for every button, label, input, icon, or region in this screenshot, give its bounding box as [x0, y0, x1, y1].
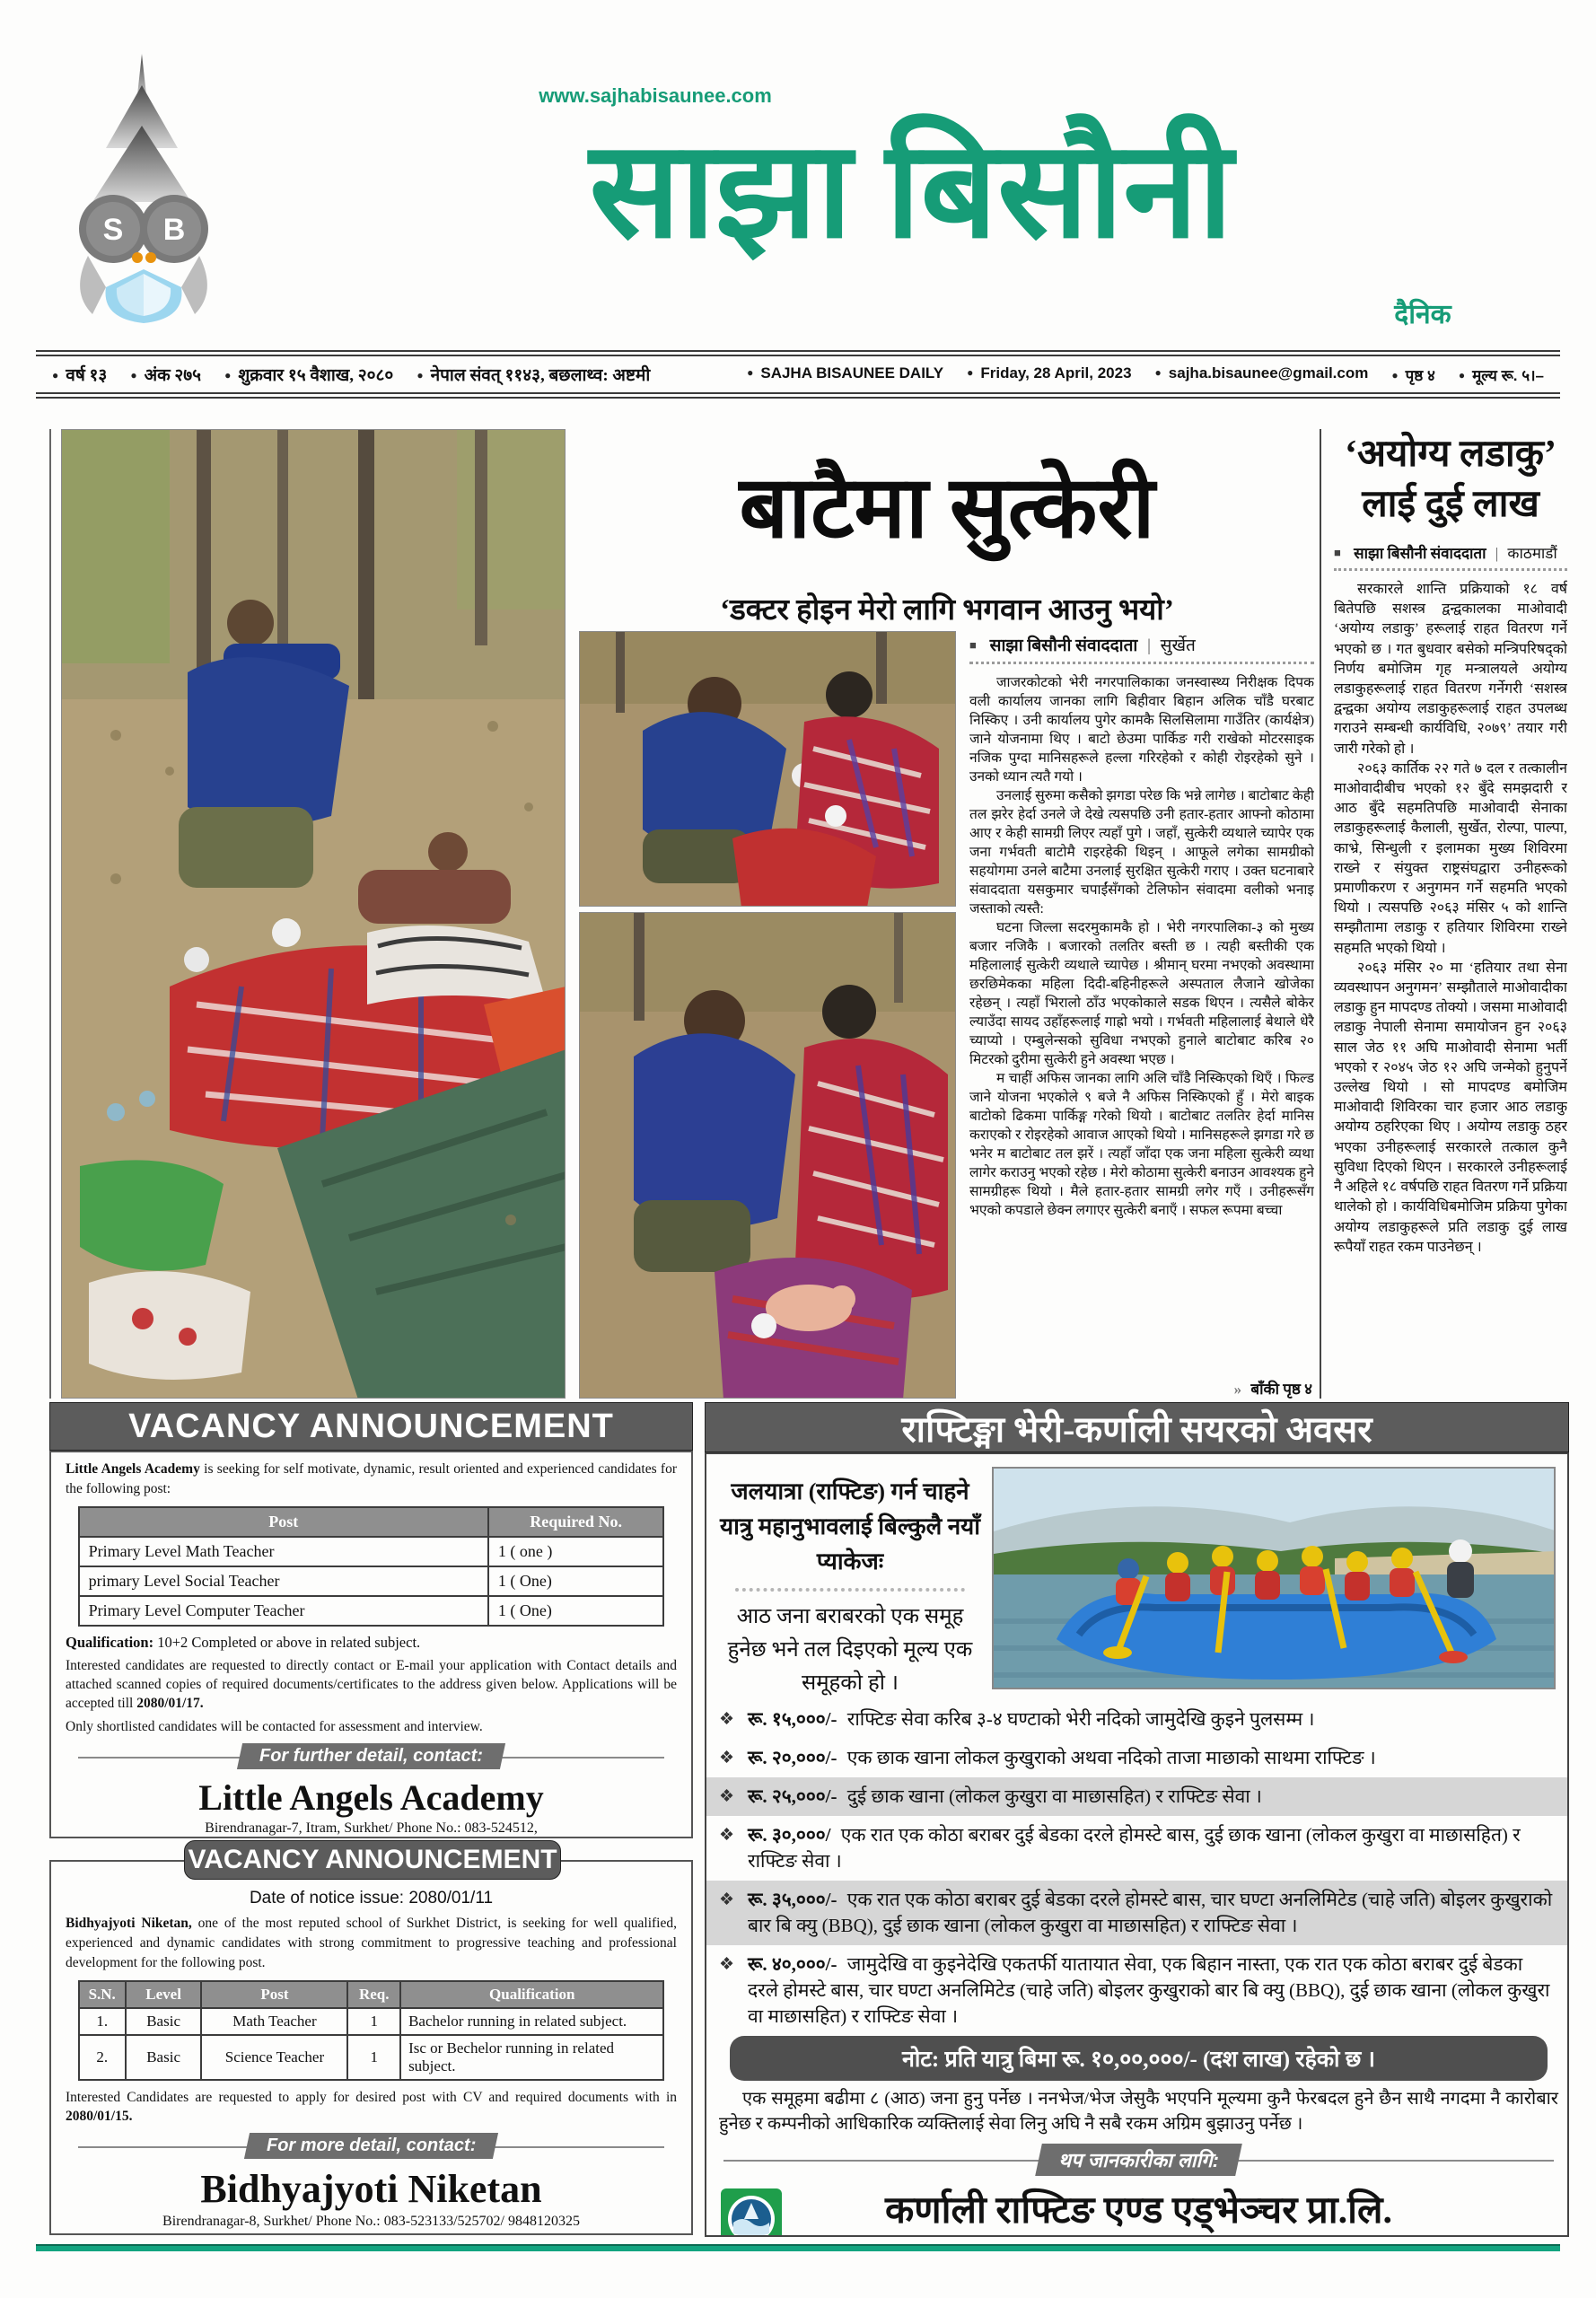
lead-story-body	[969, 633, 1314, 1399]
lead-headline: बाटैमा सुत्केरी	[739, 460, 1155, 556]
vacancy1-table	[78, 1506, 665, 1627]
rafting-price-list	[706, 1700, 1569, 2036]
photo-newborn-bottom	[579, 912, 956, 1399]
col-req: Req.	[347, 1981, 400, 2008]
price-description: जामुदेखि वा कुइनेदेखि एकतर्फी यातायात सेवा, एक बिहान नास्ता, एक रात एक कोठा बराबर दुई बेडका दरले होमस्टे बास, चार घण्टा अनलिमिटेड (चाहे जति) बोइलर कुखुराको बार बि क्यु (BBQ), दुई छाक खाना (लोकल कुखुरा वा माछासहित) र राफ्टिङ सेवा ।	[748, 1953, 1550, 2027]
cell-required: 1 ( One)	[488, 1596, 664, 1626]
bullet-dot-icon: ●	[224, 369, 232, 382]
byline-location: काठमाडौं	[1507, 545, 1557, 562]
photo-roadside-delivery-wide	[61, 429, 566, 1399]
price-description: एक रात एक कोठा बराबर दुई बेडका दरले होमस्टे बास, चार घण्टा अनलिमिटेड (चाहे जति) बोइलर कुखुराको बार बि क्यु (BBQ), दुई छाक खाना (लोकल कुखुरा वा माछासहित) र राफ्टिङ सेवा ।	[748, 1889, 1553, 1936]
wavy-divider	[735, 1588, 966, 1592]
vacancy2-org-name: Bidhyajyoti Niketan	[200, 2167, 542, 2211]
rafting-intro-heading: जलयात्रा (राफ्टिङ) गर्न चाहने यात्रु महानुभावलाई बिल्कुलै नयाँ प्याकेजः	[720, 1478, 980, 1574]
apply-note-text: Interested Candidates are requested to apply for desired post with CV and required documents with in	[66, 2090, 677, 2105]
dateline-item: ● वर्ष १३	[52, 366, 108, 385]
vacancy2-org-inline: Bidhyajyoti Niketan,	[66, 1916, 192, 1931]
col-level: Level	[126, 1981, 202, 2008]
cell-required: 1 ( one )	[488, 1537, 664, 1566]
vacancy1-shortlist-note: Only shortlisted candidates will be contacted for assessment and interview.	[66, 1719, 483, 1734]
table-row	[79, 1537, 664, 1566]
newspaper-daily-tag: दैनिक	[1394, 300, 1451, 329]
vacancy1-org-inline: Little Angels Academy	[66, 1461, 200, 1477]
bullet-dot-icon: ●	[1391, 368, 1399, 382]
cell-qualification: Bachelor running in related subject.	[400, 2008, 663, 2035]
price-amount: रू. २५,०००/-	[748, 1785, 837, 1807]
vacancy1-intro	[66, 1460, 677, 1499]
newborn-scene-photo	[580, 913, 956, 1399]
svg-text:B: B	[162, 213, 186, 247]
vacancy1-title-bar: VACANCY ANNOUNCEMENT	[49, 1402, 693, 1451]
rafting-photo	[994, 1469, 1556, 1689]
newspaper-title: साझा बिसौनी	[589, 117, 1233, 266]
side-paragraph: २०६३ कार्तिक २२ गते ७ दल र तत्कालीन माओवादीबीच भएको १२ बुँदे समझदारी र आठ बुँदे सहमतिपछि माओवादी सेनाका लडाकुहरूलाई कैलाली, सुर्खेत, रोल्पा, पाल्पा, काभ्रे, सिन्धुली र इलामका मुख्य शिविरमा राख्ने र संयुक्त राष्ट्रसंघद्वारा उनीहरूको प्रमाणीकरण र अनुगमन गर्ने सहमति भएको थियो । त्यसपछि २०६३ मंसिर ५ को शान्ति सम्झौतामा लडाकु र हतियार शिविरमा राख्ने सहमति भएको थियो ।	[1334, 760, 1567, 956]
rafting-footer	[706, 2183, 1569, 2237]
photo-delivery-assist-top	[579, 631, 956, 907]
vacancy1-address-line1: Birendranagar-7, Itram, Surkhet/ Phone No.: 083-524512,	[205, 1820, 538, 1836]
vacancy1-contact-ribbon	[66, 1743, 677, 1769]
cell-req: 1	[347, 2035, 400, 2080]
price-amount: रू. ४०,०००/-	[748, 1953, 837, 1975]
lead-paragraphs	[969, 673, 1314, 1220]
vacancy2-box	[49, 1860, 693, 2235]
table-row	[79, 1596, 664, 1626]
table-row	[79, 2008, 664, 2035]
assist-scene-photo	[580, 632, 956, 907]
byline-name: साझा बिसौनी संवाददाता	[1354, 545, 1486, 562]
vacancy1-intro-rest: is seeking for self motivate, dynamic, result oriented and experienced candidates for the following post:	[66, 1461, 678, 1496]
side-paragraph: सरकारले शान्ति प्रक्रियाको १८ वर्ष बितेपछि सशस्त्र द्वन्द्वकालका माओवादी ‘अयोग्य लडाकु’ हरूलाई राहत वितरण गर्ने भएको छ । गत बुधवार बसेको मन्त्रिपरिषद्को निर्णय बमोजिम गृह मन्त्रालयले अयोग्य लडाकुहरूलाई राहत वितरण गर्नेगरी ‘सशस्त्र द्वन्द्वका अयोग्य लडाकुहरूलाई राहत उपलब्ध गराउने सम्बन्धी कार्यविधि, २०७९’ तयार गरी जारी गरेको हो ।	[1334, 582, 1567, 757]
side-headline-line1: ‘अयोग्य लडाकु’	[1344, 434, 1557, 475]
side-story	[1334, 429, 1567, 1400]
ribbon-label: For further detail, contact:	[237, 1743, 505, 1769]
price-amount: रू. १५,०००/-	[748, 1708, 837, 1730]
forest-scene-photo	[62, 430, 566, 1399]
dateline-bar	[36, 350, 1560, 399]
table-row	[79, 1566, 664, 1596]
diamond-bullet-icon: ❖	[719, 1710, 735, 1729]
dateline-item: ● शुक्रवार १५ वैशाख, २०८०	[224, 366, 394, 385]
byline-separator: |	[1147, 636, 1151, 655]
dateline-item: ● मूल्य रू. ५।–	[1458, 366, 1544, 384]
company-name: कर्णाली राफ्टिङ एण्ड एड्भेञ्चर प्रा.लि.	[884, 2190, 1393, 2232]
bullet-dot-icon: ●	[1154, 365, 1162, 379]
diamond-bullet-icon: ❖	[719, 1826, 735, 1845]
website-url: www.sajhabisaunee.com	[539, 84, 772, 107]
vacancy2-contact-ribbon	[66, 2133, 677, 2159]
cell-post: Science Teacher	[201, 2035, 347, 2080]
photo-rafting-group	[992, 1467, 1556, 1689]
price-description: राफ्टिङ सेवा करिब ३-४ घण्टाको भेरी नदिको जामुदेखि कुइने पुलसम्म ।	[846, 1708, 1315, 1730]
cell-qualification: Isc or Bechelor running in related subject.	[400, 2035, 663, 2080]
cell-sn: 2.	[79, 2035, 126, 2080]
side-headline-line2: लाई दुई लाख	[1362, 484, 1539, 525]
apply-note-text: Interested candidates are requested to directly contact or E-mail your application with Contact details and attached scanned copies of required documents/certificates to the address given below. Applications will be accepted till	[66, 1658, 677, 1711]
cell-post: primary Level Social Teacher	[79, 1566, 488, 1596]
price-row	[706, 1777, 1569, 1816]
diamond-bullet-icon: ❖	[719, 1787, 735, 1806]
vacancy2-table	[78, 1980, 665, 2081]
rafting-ad-box	[705, 1452, 1569, 2237]
diamond-bullet-icon: ❖	[719, 1955, 735, 1974]
rafting-terms: एक समूहमा बढीमा ८ (आठ) जना हुनु पर्नेछ । ननभेज/भेज जेसुकै भएपनि मूल्यमा कुनै फेरबदल हुने छैन साथै नगदमा नै कारोबार हुनेछ र कम्पनीको आधिकारिक व्यक्तिलाई सेवा लिनु अघि नै सबै रकम अग्रिम बुझाउनु पर्नेछ ।	[719, 2089, 1558, 2134]
bullet-dot-icon: ●	[967, 365, 974, 379]
rafting-intro-block	[719, 1474, 981, 1700]
lead-paragraph: जाजरकोटको भेरी नगरपालिकाका जनस्वास्थ्य निरीक्षक दिपक वली कार्यालय जानका लागि बिहीवार बिहान अलिक चाँडै घरबाट निस्किए । उनी कार्यालय पुगेर कामकै सिलसिलामा गाउँतिर (कार्यक्षेत्र) जाने योजनामा थिए । बाटो छेउमा पार्किङ गरी राखेको मोटरसाइक नजिक पुग्दा मानिसहरूले हल्ला गरिरहेको र कोही रोइरहेको सुने । उनको ध्यान त्यतै गयो ।	[969, 675, 1314, 785]
price-amount: रू. ३०,०००/	[748, 1824, 831, 1846]
col-sn: S.N.	[79, 1981, 126, 2008]
jump-arrows-icon: »	[1233, 1381, 1242, 1398]
byline-divider	[969, 662, 1314, 664]
vacancy2-apply-note	[66, 2088, 677, 2126]
col-post: Post	[201, 1981, 347, 2008]
price-description: एक छाक खाना लोकल कुखुराको अथवा नदिको ताजा माछाको साथमा राफ्टिङ ।	[846, 1747, 1376, 1768]
vacancy2-intro-rest: one of the most reputed school of Surkhet District, is seeking for well qualified, experienced and dynamic candidates with strong commitment to progressive teaching and professional development for the following post.	[66, 1916, 677, 1970]
table-row	[79, 2035, 664, 2080]
dateline-item: ● SAJHA BISAUNEE DAILY	[747, 364, 944, 382]
vacancy2-title-bar: VACANCY ANNOUNCEMENT	[184, 1840, 561, 1880]
cell-post: Primary Level Computer Teacher	[79, 1596, 488, 1626]
dateline-item: ● अंक २७५	[130, 366, 202, 385]
lead-paragraph: घटना जिल्ला सदरमुकामकै हो । भेरी नगरपालिका-३ को मुख्य बजार नजिकै । बजारको तलतिर बस्ती छ । त्यही बस्तीकी एक महिलालाई सुत्केरी व्यथाले च्यापेछ । श्रीमान् घरमा नभएको अवस्थामा छरछिमेकका महिला दिदी-बहिनीहरूले अस्पताल लैजाने खोजेका रहेछन् । त्यहाँ भिरालो ठाँउ भएकोकाले सडक थिएन । त्यसैले बोकेर ल्याउँदा सायद उहाँहरूलाई गाह्रो भयो । गर्भवती महिलालाई बेथाले धेरै च्याप्यो । एम्बुलेन्सको सुविधा नभएको हुनाले बाटोबाट करिब २० मिटरको दुरीमा सुत्केरी हुने अवस्था भएछ ।	[969, 920, 1314, 1067]
jump-label: बाँकी पृष्ठ ४	[1250, 1381, 1312, 1398]
bottom-green-rule	[36, 2244, 1560, 2251]
apply-deadline: 2080/01/17.	[136, 1696, 204, 1711]
diamond-bullet-icon: ❖	[719, 1890, 735, 1909]
diamond-bullet-icon: ❖	[719, 1749, 735, 1767]
byline-name: साझा बिसौनी संवाददाता	[989, 636, 1138, 655]
lead-byline	[969, 633, 1314, 662]
price-amount: रू. ३५,०००/-	[748, 1889, 837, 1910]
byline-square-icon: ■	[969, 638, 977, 652]
price-amount: रू. २०,०००/-	[748, 1747, 837, 1768]
price-row	[706, 1816, 1569, 1881]
bullet-dot-icon: ●	[1458, 368, 1466, 382]
pagoda-book-logo-icon	[52, 49, 236, 332]
vacancy1-qualification	[66, 1634, 677, 1652]
byline-location: सुर्खेत	[1160, 636, 1196, 655]
bullet-dot-icon: ●	[417, 369, 424, 382]
rafting-intro-note: आठ जना बराबरको एक समूह हुनेछ भने तल दिइएको मूल्य एक समूहको हो ।	[727, 1605, 973, 1695]
byline-divider	[1334, 568, 1567, 571]
cell-req: 1	[347, 2008, 400, 2035]
company-logo-icon	[721, 2188, 782, 2237]
ribbon-label: For more detail, contact:	[244, 2133, 499, 2159]
rafting-contact-ribbon	[706, 2144, 1569, 2176]
table-header-row	[79, 1507, 664, 1537]
cell-level: Basic	[126, 2035, 202, 2080]
dateline-item: ● पृष्ठ ४	[1391, 366, 1435, 384]
qualification-label: Qualification:	[66, 1634, 154, 1651]
apply-deadline: 2080/01/15.	[66, 2109, 133, 2124]
rafting-ad-title-bar: राफ्टिङ्मा भेरी-कर्णाली सयरको अवसर	[705, 1402, 1569, 1452]
dateline-left-group	[52, 363, 650, 386]
bullet-dot-icon: ●	[747, 365, 754, 379]
price-description: एक रात एक कोठा बराबर दुई बेडका दरले होमस्टे बास, दुई छाक खाना (लोकल कुखुरा वा माछासहित) र राफ्टिङ सेवा ।	[748, 1824, 1521, 1872]
price-description: दुई छाक खाना (लोकल कुखुरा वा माछासहित) र राफ्टिङ सेवा ।	[846, 1785, 1262, 1807]
vacancy1-apply-note	[66, 1656, 677, 1713]
lead-subhead: ‘डक्टर होइन मेरो लागि भगवान आउनु भयो’	[720, 594, 1174, 627]
ribbon-label: थप जानकारीका लागि:	[1035, 2144, 1242, 2176]
side-headline	[1334, 429, 1567, 530]
cell-level: Basic	[126, 2008, 202, 2035]
cell-post: Math Teacher	[201, 2008, 347, 2035]
vacancy2-address: Birendranagar-8, Surkhet/ Phone No.: 083-523133/525702/ 9848120325	[162, 2214, 580, 2229]
lead-paragraph: उनलाई सुरुमा कसैको झगडा परेछ कि भन्ने लागेछ । बाटोबाट केही तल झरेर हेर्दा उनले जे देखे त्यसपछि उनी हतार-हतार आफ्नो कोठामा आए र केही सामग्री लिएर त्यहाँ पुगे । जहाँ, सुत्केरी व्यथाले च्यापेर एक जना गर्भवती बाटोमै राइरहेकी थिइन् । आफूले लगेका सामग्रीको सहयोगमा उनले बाटैमा उनलाई सुरक्षित सुत्केरी गराए । उक्त घटनाबारे संवाददाता यसकुमार चपाईंसँगको टेलिफोन संवादमा वलीको भनाइ जस्ताको त्यस्तै:	[969, 788, 1314, 917]
dateline-item: ● Friday, 28 April, 2023	[967, 364, 1132, 382]
vacancy1-org-name: Little Angels Academy	[198, 1777, 544, 1818]
left-column-rule	[49, 429, 51, 1399]
insurance-note-bar: नोट: प्रति यात्रु बिमा रू. १०,००,०००/- (दश लाख) रहेको छ ।	[730, 2036, 1548, 2081]
dateline-item: ● sajha.bisaunee@gmail.com	[1154, 364, 1369, 382]
price-row	[706, 1881, 1569, 1945]
price-row	[706, 1700, 1569, 1739]
byline-square-icon: ■	[1334, 546, 1341, 559]
vacancy2-intro	[66, 1914, 677, 1973]
side-paragraph: २०६३ मंसिर २० मा ‘हतियार तथा सेना व्यवस्थापन अनुगमन’ सम्झौताले माओवादीका लडाकु हुन मापदण्ड तोक्यो । जसमा माओवादी लडाकु नेपाली सेनामा समायोजन हुन २०६३ साल जेठ ११ अघि माओवादी सेनामा भर्ती भएको र २०४५ जेठ १२ अघि जन्मेको हुनुपर्ने उल्लेख थियो । सो मापदण्ड बमोजिम माओवादी शिविरका चार हजार आठ लडाकु अयोग्य ठहरिएका थिए । अयोग्य लडाकु ठहर भएका उनीहरूलाई सरकारले तत्काल कुनै सुविधा दिएको थिएन । सरकारले उनीहरूलाई नै अहिले १८ वर्षपछि राहत वितरण गर्ने प्रक्रिया थालेको हो । कार्यविधिबमोजिम प्रक्रिया पुगेका अयोग्य लडाकुहरूले प्रति लडाकु दुई लाख रूपैयाँ राहत रकम पाउनेछन् ।	[1334, 960, 1567, 1255]
bullet-dot-icon: ●	[52, 369, 59, 382]
dateline-item: ● नेपाल संवत् ११४३, बछलाथ्व: अष्टमी	[417, 366, 651, 385]
cell-required: 1 ( One)	[488, 1566, 664, 1596]
newspaper-logo	[52, 49, 236, 332]
side-paragraphs	[1334, 580, 1567, 1258]
price-row	[706, 1739, 1569, 1777]
dateline-right-group	[747, 364, 1544, 385]
column-divider-rule	[1320, 429, 1321, 1399]
vacancy1-box	[49, 1451, 693, 1838]
col-required-no: Required No.	[488, 1507, 664, 1537]
rafting-lower-block	[706, 2036, 1569, 2237]
karnali-rafting-logo	[721, 2188, 782, 2237]
cell-sn: 1.	[79, 2008, 126, 2035]
side-byline	[1334, 542, 1567, 568]
col-qualification: Qualification	[400, 1981, 663, 2008]
byline-separator: |	[1495, 545, 1499, 562]
bullet-dot-icon: ●	[130, 369, 137, 382]
continued-on-page-note	[1225, 1378, 1312, 1399]
svg-text:S: S	[102, 213, 124, 247]
col-post: Post	[79, 1507, 488, 1537]
lead-paragraph: म चाहीं अफिस जानका लागि अलि चाँडै निस्किएको थिएँ । फिल्ड जाने योजना भएकोले ९ बजे नै अफिस निस्किएको हुँ । मेरो बाइक बाटोको ढिकमा पार्किङ्ग गरेको थियो । बाटोबाट तलतिर हेर्दा मानिस कराएको र रोइरहेको आवाज आएको थियो । मानिसहरूले झगडा गरे छ भनेर म बाटोबाट तल झरें । त्यहाँ जाँदा एक जना महिला सुत्केरी व्यथा लागेर कराउनु भएको रहेछ । मेरो कोठामा सुत्केरी बनाउन आवश्यक हुने सामग्रीहरू थियो । मैले हतार-हतार सामग्री लगेर गएँ । उनीहरूसँग भएको कपडाले छेक्न लगाएर सुत्केरी बनाएँ । सफल रूपमा बच्चा	[969, 1071, 1314, 1218]
qualification-text: 10+2 Completed or above in related subject.	[153, 1634, 421, 1651]
price-row	[706, 1945, 1569, 2036]
vacancy2-date-of-notice: Date of notice issue: 2080/01/11	[249, 1889, 494, 1908]
table-header-row	[79, 1981, 664, 2008]
cell-post: Primary Level Math Teacher	[79, 1537, 488, 1566]
